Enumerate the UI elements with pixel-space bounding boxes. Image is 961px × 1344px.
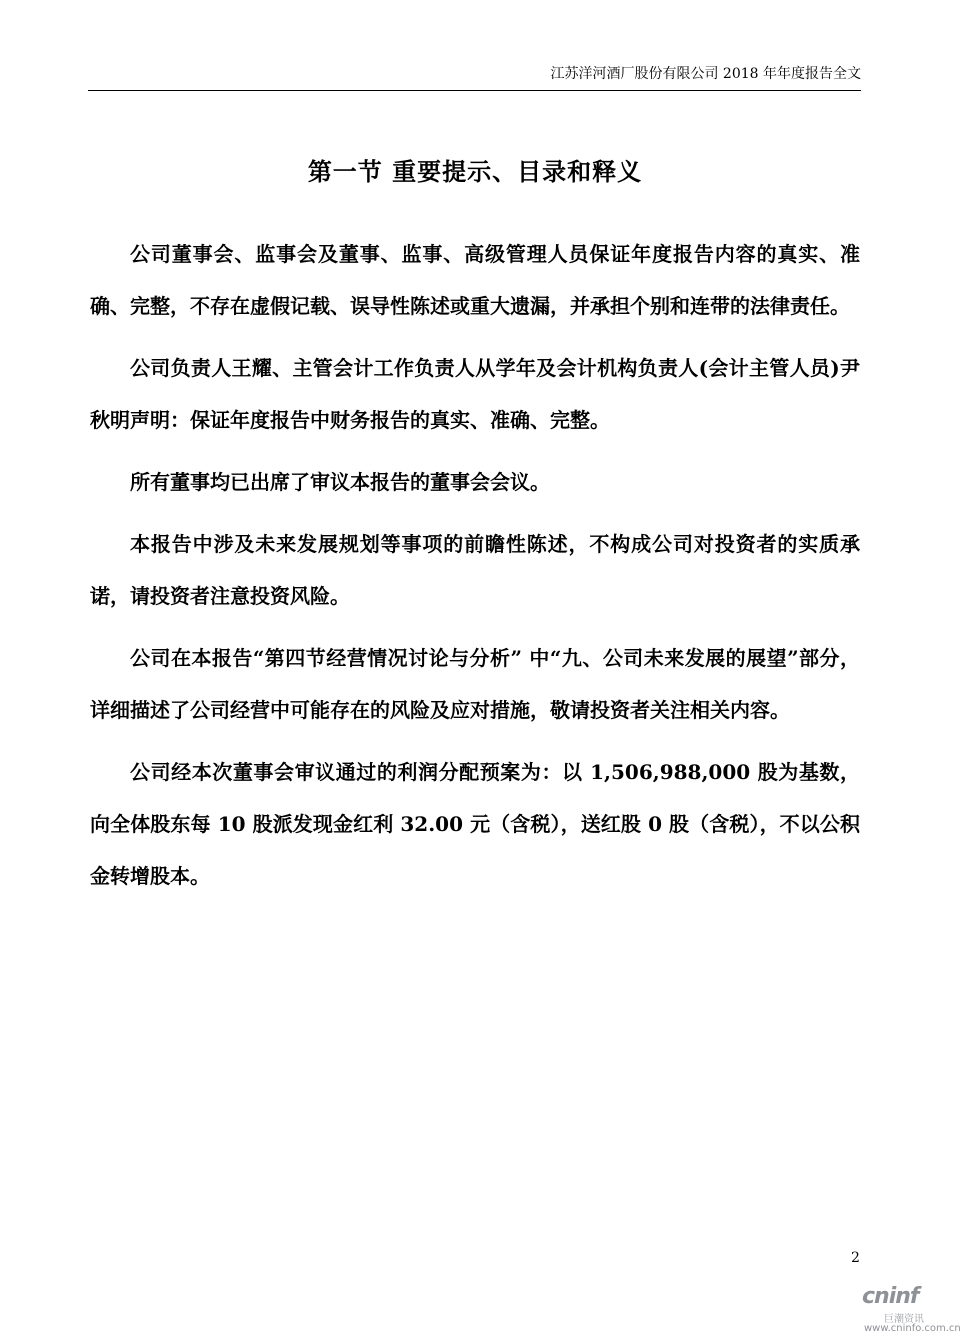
paragraph-board-guarantee: 公司董事会、监事会及董事、监事、高级管理人员保证年度报告内容的真实、准确、完整，不存在虚假记载、误导性陈述或重大遗漏，并承担个别和连带的法律责任。 [90, 242, 860, 318]
section-title: 第一节 重要提示、目录和释义 [307, 157, 643, 186]
logo-text: cninf [862, 1284, 919, 1309]
document-body [90, 228, 860, 912]
paragraph-risk-reference: 公司在本报告“第四节经营情况讨论与分析” 中“九、公司未来发展的展望”部分，详细描述了公司经营中可能存在的风险及应对措施，敬请投资者关注相关内容。 [90, 646, 860, 722]
paragraph-responsible-persons: 公司负责人王耀、主管会计工作负责人从学年及会计机构负责人(会计主管人员)尹秋明声明：保证年度报告中财务报告的真实、准确、完整。 [90, 356, 860, 432]
paragraph-forward-looking: 本报告中涉及未来发展规划等事项的前瞻性陈述，不构成公司对投资者的实质承诺，请投资者注意投资风险。 [90, 532, 860, 608]
cninfo-logo [848, 1280, 961, 1340]
header-title: 江苏洋河酒厂股份有限公司 2018 年年度报告全文 [550, 66, 861, 82]
logo-subtext: 巨潮资讯 [884, 1314, 924, 1325]
page-header [88, 64, 861, 91]
logo-url: www.cninfo.com.cn [864, 1323, 961, 1334]
paragraph-profit-distribution: 公司经本次董事会审议通过的利润分配预案为：以 1,506,988,000 股为基数，向全体股东每 10 股派发现金红利 32.00 元（含税），送红股 0 股（含税），不以公积金转增股本。 [90, 760, 860, 888]
paragraph-directors-attendance: 所有董事均已出席了审议本报告的董事会会议。 [130, 470, 550, 494]
page-number: 2 [851, 1250, 860, 1266]
